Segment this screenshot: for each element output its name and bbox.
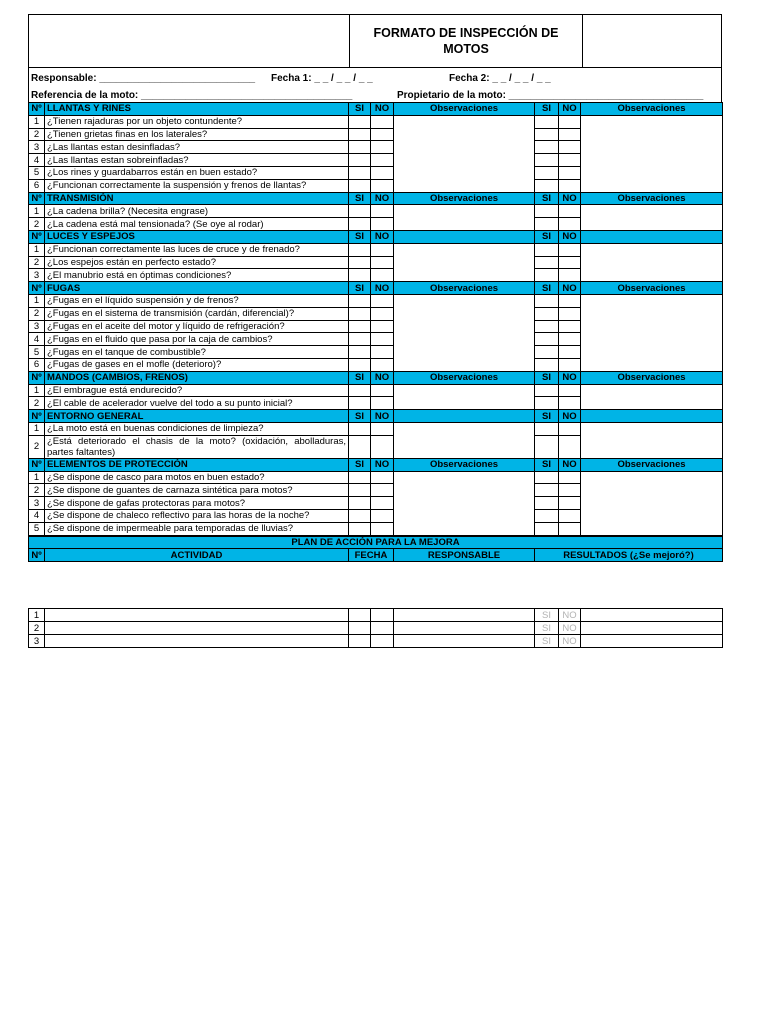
si-checkbox-2[interactable]: [535, 435, 559, 458]
question-number: 5: [29, 166, 45, 179]
section-header: [29, 458, 723, 471]
question-number: 2: [29, 307, 45, 320]
plan-responsible-cell[interactable]: [394, 622, 535, 635]
question-number: 2: [29, 218, 45, 231]
plan-results-header: RESULTADOS (¿Se mejoró?): [535, 549, 723, 562]
no-header: NO: [371, 410, 394, 423]
no-checkbox[interactable]: [371, 218, 394, 231]
si-header: SI: [349, 103, 371, 116]
si-checkbox-2[interactable]: [535, 205, 559, 218]
question-number: 5: [29, 346, 45, 359]
question-text: ¿Funcionan correctamente las luces de cruce y de frenado?: [45, 243, 349, 256]
no-checkbox-2[interactable]: [559, 471, 581, 484]
no-checkbox[interactable]: [371, 154, 394, 167]
si-checkbox[interactable]: [349, 166, 371, 179]
observations-cell[interactable]: [394, 294, 535, 371]
no-checkbox-2[interactable]: [559, 346, 581, 359]
propietario-field[interactable]: Propietario de la moto: ___________________________________: [397, 90, 704, 101]
no-checkbox-2[interactable]: [559, 166, 581, 179]
question-number: 5: [29, 522, 45, 535]
plan-date-cell-a[interactable]: [349, 622, 371, 635]
question-number: 2: [29, 128, 45, 141]
question-text: ¿Se dispone de chaleco reflectivo para las horas de la noche?: [45, 509, 349, 522]
plan-result-notes[interactable]: [581, 635, 723, 648]
si-checkbox-2[interactable]: [535, 128, 559, 141]
section-num-label: Nº: [29, 230, 45, 243]
si-checkbox[interactable]: [349, 384, 371, 397]
si-checkbox[interactable]: [349, 358, 371, 371]
question-text: ¿Fugas en el tanque de combustible?: [45, 346, 349, 359]
no-checkbox[interactable]: [371, 497, 394, 510]
si-checkbox-2[interactable]: [535, 358, 559, 371]
no-checkbox[interactable]: [371, 128, 394, 141]
question-text: ¿Fugas en el fluido que pasa por la caja de cambios?: [45, 333, 349, 346]
no-checkbox-2[interactable]: [559, 115, 581, 128]
plan-activity-cell[interactable]: [45, 635, 349, 648]
no-checkbox-2[interactable]: [559, 128, 581, 141]
no-checkbox-2[interactable]: [559, 307, 581, 320]
si-checkbox-2[interactable]: [535, 522, 559, 535]
question-text: ¿La cadena brilla? (Necesita engrase): [45, 205, 349, 218]
observations-header-2: Observaciones: [581, 192, 723, 205]
si-checkbox[interactable]: [349, 154, 371, 167]
no-checkbox-2[interactable]: [559, 497, 581, 510]
observations-header-2: [581, 410, 723, 423]
no-checkbox[interactable]: [371, 471, 394, 484]
no-checkbox-2[interactable]: [559, 522, 581, 535]
inspection-sheet: [28, 14, 722, 648]
no-checkbox-2[interactable]: [559, 358, 581, 371]
si-checkbox-2[interactable]: [535, 243, 559, 256]
plan-result-si[interactable]: SI: [535, 609, 559, 622]
section-title: LUCES Y ESPEJOS: [45, 230, 349, 243]
section-title: FUGAS: [45, 282, 349, 295]
no-checkbox[interactable]: [371, 397, 394, 410]
question-text: ¿Se dispone de guantes de carnaza sintética para motos?: [45, 484, 349, 497]
question-row: [29, 471, 723, 484]
observations-cell-2[interactable]: [581, 422, 723, 458]
si-checkbox[interactable]: [349, 128, 371, 141]
no-header: NO: [371, 371, 394, 384]
si-checkbox-2[interactable]: [535, 307, 559, 320]
section-title: TRANSMISIÓN: [45, 192, 349, 205]
si-checkbox-2[interactable]: [535, 471, 559, 484]
plan-result-notes[interactable]: [581, 622, 723, 635]
question-text: ¿Tienen rajaduras por un objeto contundente?: [45, 115, 349, 128]
form-title: FORMATO DE INSPECCIÓN DE MOTOS: [350, 15, 583, 67]
no-header-2: NO: [559, 371, 581, 384]
no-checkbox[interactable]: [371, 320, 394, 333]
question-text: ¿Las llantas estan desinfladas?: [45, 141, 349, 154]
si-checkbox-2[interactable]: [535, 509, 559, 522]
observations-header-2: [581, 230, 723, 243]
plan-row-number: 2: [29, 622, 45, 635]
code-cell: [583, 15, 721, 67]
observations-header-2: Observaciones: [581, 103, 723, 116]
question-text: ¿Se dispone de casco para motos en buen estado?: [45, 471, 349, 484]
section-header: [29, 282, 723, 295]
no-header: NO: [371, 282, 394, 295]
question-text: ¿Los espejos están en perfecto estado?: [45, 256, 349, 269]
plan-result-no[interactable]: NO: [559, 635, 581, 648]
plan-result-no[interactable]: NO: [559, 609, 581, 622]
question-text: ¿Fugas en el aceite del motor y líquido de refrigeración?: [45, 320, 349, 333]
si-checkbox-2[interactable]: [535, 294, 559, 307]
si-checkbox-2[interactable]: [535, 497, 559, 510]
si-checkbox[interactable]: [349, 141, 371, 154]
observations-header-2: Observaciones: [581, 282, 723, 295]
si-checkbox-2[interactable]: [535, 269, 559, 282]
si-checkbox[interactable]: [349, 179, 371, 192]
no-header-2: NO: [559, 458, 581, 471]
no-checkbox-2[interactable]: [559, 269, 581, 282]
question-number: 2: [29, 435, 45, 458]
si-header-2: SI: [535, 371, 559, 384]
plan-row: [29, 622, 723, 635]
si-header-2: SI: [535, 192, 559, 205]
si-checkbox[interactable]: [349, 243, 371, 256]
section-num-label: Nº: [29, 410, 45, 423]
plan-num-header: Nº: [29, 549, 45, 562]
question-text: ¿Se dispone de impermeable para temporadas de lluvias?: [45, 522, 349, 535]
no-checkbox[interactable]: [371, 522, 394, 535]
action-plan-rows: [28, 608, 723, 648]
question-text: ¿Se dispone de gafas protectoras para motos?: [45, 497, 349, 510]
si-checkbox[interactable]: [349, 522, 371, 535]
si-checkbox[interactable]: [349, 484, 371, 497]
question-number: 6: [29, 179, 45, 192]
si-checkbox-2[interactable]: [535, 422, 559, 435]
si-header-2: SI: [535, 103, 559, 116]
observations-cell[interactable]: [394, 243, 535, 281]
question-text: ¿Está deteriorado el chasis de la moto? (oxidación, abolladuras, partes faltantes): [45, 435, 349, 458]
plan-row: [29, 635, 723, 648]
no-checkbox[interactable]: [371, 294, 394, 307]
si-checkbox[interactable]: [349, 346, 371, 359]
fecha2-field[interactable]: Fecha 2: _ _ / _ _ / _ _: [449, 73, 551, 84]
no-checkbox[interactable]: [371, 115, 394, 128]
si-checkbox-2[interactable]: [535, 397, 559, 410]
question-number: 1: [29, 294, 45, 307]
si-checkbox-2[interactable]: [535, 484, 559, 497]
plan-responsible-header: RESPONSABLE: [394, 549, 535, 562]
si-checkbox[interactable]: [349, 320, 371, 333]
form-header: [28, 14, 722, 68]
no-checkbox-2[interactable]: [559, 422, 581, 435]
question-row: [29, 243, 723, 256]
observations-cell-2[interactable]: [581, 294, 723, 371]
no-checkbox[interactable]: [371, 256, 394, 269]
no-checkbox-2[interactable]: [559, 509, 581, 522]
no-checkbox-2[interactable]: [559, 320, 581, 333]
no-checkbox-2[interactable]: [559, 141, 581, 154]
fecha1-field[interactable]: Fecha 1: _ _ / _ _ / _ _: [271, 73, 373, 84]
si-checkbox[interactable]: [349, 205, 371, 218]
si-checkbox-2[interactable]: [535, 141, 559, 154]
no-checkbox[interactable]: [371, 243, 394, 256]
si-checkbox-2[interactable]: [535, 115, 559, 128]
si-checkbox[interactable]: [349, 115, 371, 128]
no-checkbox[interactable]: [371, 435, 394, 458]
question-text: ¿Fugas en el líquido suspensión y de frenos?: [45, 294, 349, 307]
plan-result-no[interactable]: NO: [559, 622, 581, 635]
plan-result-si[interactable]: SI: [535, 622, 559, 635]
observations-cell[interactable]: [394, 384, 535, 410]
question-text: ¿La cadena está mal tensionada? (Se oye al rodar): [45, 218, 349, 231]
question-number: 3: [29, 497, 45, 510]
section-header: [29, 230, 723, 243]
observations-header: [394, 230, 535, 243]
plan-row-number: 1: [29, 609, 45, 622]
question-number: 4: [29, 333, 45, 346]
plan-responsible-cell[interactable]: [394, 635, 535, 648]
si-header: SI: [349, 410, 371, 423]
plan-result-notes[interactable]: [581, 609, 723, 622]
question-text: ¿El manubrio está en óptimas condiciones?: [45, 269, 349, 282]
observations-header: Observaciones: [394, 103, 535, 116]
observations-cell[interactable]: [394, 115, 535, 192]
si-checkbox[interactable]: [349, 256, 371, 269]
section-header: [29, 410, 723, 423]
plan-date-cell-b[interactable]: [371, 609, 394, 622]
no-header-2: NO: [559, 103, 581, 116]
no-checkbox-2[interactable]: [559, 218, 581, 231]
no-checkbox-2[interactable]: [559, 435, 581, 458]
question-number: 1: [29, 471, 45, 484]
question-text: ¿El cable de acelerador vuelve del todo a su punto inicial?: [45, 397, 349, 410]
si-checkbox-2[interactable]: [535, 179, 559, 192]
si-checkbox[interactable]: [349, 333, 371, 346]
observations-cell[interactable]: [394, 205, 535, 231]
question-text: ¿La moto está en buenas condiciones de limpieza?: [45, 422, 349, 435]
observations-header-2: Observaciones: [581, 458, 723, 471]
no-checkbox[interactable]: [371, 333, 394, 346]
no-checkbox[interactable]: [371, 166, 394, 179]
no-checkbox-2[interactable]: [559, 205, 581, 218]
si-header: SI: [349, 230, 371, 243]
no-checkbox[interactable]: [371, 358, 394, 371]
no-checkbox-2[interactable]: [559, 397, 581, 410]
no-checkbox[interactable]: [371, 422, 394, 435]
question-number: 3: [29, 320, 45, 333]
referencia-field[interactable]: Referencia de la moto: ______________________________________: [31, 90, 353, 101]
si-checkbox[interactable]: [349, 269, 371, 282]
section-header: [29, 371, 723, 384]
question-text: ¿Los rines y guardabarros están en buen estado?: [45, 166, 349, 179]
plan-date-cell-b[interactable]: [371, 635, 394, 648]
plan-activity-cell[interactable]: [45, 609, 349, 622]
si-header-2: SI: [535, 410, 559, 423]
plan-activity-header: ACTIVIDAD: [45, 549, 349, 562]
observations-cell-2[interactable]: [581, 471, 723, 535]
action-plan-header: [28, 536, 723, 563]
question-row: [29, 422, 723, 435]
no-checkbox-2[interactable]: [559, 333, 581, 346]
si-checkbox-2[interactable]: [535, 346, 559, 359]
plan-date-cell-b[interactable]: [371, 622, 394, 635]
no-header-2: NO: [559, 192, 581, 205]
no-checkbox-2[interactable]: [559, 243, 581, 256]
no-header-2: NO: [559, 282, 581, 295]
question-text: ¿Tienen grietas finas en los laterales?: [45, 128, 349, 141]
si-header: SI: [349, 371, 371, 384]
no-checkbox-2[interactable]: [559, 179, 581, 192]
question-number: 2: [29, 484, 45, 497]
no-header-2: NO: [559, 230, 581, 243]
si-checkbox[interactable]: [349, 218, 371, 231]
section-header: [29, 192, 723, 205]
observations-cell-2[interactable]: [581, 384, 723, 410]
no-checkbox-2[interactable]: [559, 256, 581, 269]
si-checkbox[interactable]: [349, 471, 371, 484]
plan-title: PLAN DE ACCIÓN PARA LA MEJORA: [29, 536, 723, 549]
plan-date-cell-a[interactable]: [349, 635, 371, 648]
plan-date-header: FECHA: [349, 549, 394, 562]
observations-cell-2[interactable]: [581, 243, 723, 281]
no-checkbox-2[interactable]: [559, 294, 581, 307]
question-number: 1: [29, 384, 45, 397]
no-checkbox-2[interactable]: [559, 484, 581, 497]
section-title: ELEMENTOS DE PROTECCIÓN: [45, 458, 349, 471]
si-checkbox-2[interactable]: [535, 333, 559, 346]
question-number: 4: [29, 509, 45, 522]
no-checkbox[interactable]: [371, 179, 394, 192]
no-checkbox[interactable]: [371, 141, 394, 154]
logo-cell: [29, 15, 350, 67]
no-checkbox[interactable]: [371, 307, 394, 320]
question-number: 4: [29, 154, 45, 167]
question-number: 6: [29, 358, 45, 371]
no-checkbox[interactable]: [371, 269, 394, 282]
no-checkbox-2[interactable]: [559, 384, 581, 397]
section-num-label: Nº: [29, 458, 45, 471]
observations-header: Observaciones: [394, 458, 535, 471]
si-checkbox[interactable]: [349, 497, 371, 510]
question-text: ¿Fugas de gases en el mofle (deterioro)?: [45, 358, 349, 371]
section-num-label: Nº: [29, 282, 45, 295]
question-number: 1: [29, 422, 45, 435]
no-header: NO: [371, 192, 394, 205]
section-title: LLANTAS Y RINES: [45, 103, 349, 116]
si-header: SI: [349, 192, 371, 205]
observations-header: Observaciones: [394, 371, 535, 384]
question-number: 1: [29, 243, 45, 256]
si-checkbox-2[interactable]: [535, 218, 559, 231]
si-header: SI: [349, 282, 371, 295]
section-header: [29, 103, 723, 116]
no-header: NO: [371, 103, 394, 116]
plan-row: [29, 609, 723, 622]
plan-row-number: 3: [29, 635, 45, 648]
no-header: NO: [371, 230, 394, 243]
section-num-label: Nº: [29, 103, 45, 116]
si-checkbox-2[interactable]: [535, 320, 559, 333]
si-checkbox[interactable]: [349, 397, 371, 410]
form-meta: [28, 68, 722, 102]
si-header-2: SI: [535, 282, 559, 295]
plan-responsible-cell[interactable]: [394, 609, 535, 622]
question-text: ¿El embrague está endurecido?: [45, 384, 349, 397]
question-number: 3: [29, 269, 45, 282]
question-number: 2: [29, 397, 45, 410]
si-header-2: SI: [535, 458, 559, 471]
observations-cell-2[interactable]: [581, 115, 723, 192]
si-checkbox[interactable]: [349, 509, 371, 522]
si-checkbox-2[interactable]: [535, 256, 559, 269]
no-checkbox[interactable]: [371, 346, 394, 359]
si-checkbox[interactable]: [349, 294, 371, 307]
observations-header-2: Observaciones: [581, 371, 723, 384]
question-text: ¿Fugas en el sistema de transmisión (cardán, diferencial)?: [45, 307, 349, 320]
question-text: ¿Funcionan correctamente la suspensión y frenos de llantas?: [45, 179, 349, 192]
question-text: ¿Las llantas estan sobreinfladas?: [45, 154, 349, 167]
plan-result-si[interactable]: SI: [535, 635, 559, 648]
si-checkbox[interactable]: [349, 435, 371, 458]
question-number: 1: [29, 205, 45, 218]
si-checkbox[interactable]: [349, 422, 371, 435]
si-checkbox-2[interactable]: [535, 154, 559, 167]
section-num-label: Nº: [29, 371, 45, 384]
observations-cell[interactable]: [394, 422, 535, 458]
no-header: NO: [371, 458, 394, 471]
observations-header: Observaciones: [394, 192, 535, 205]
observations-cell[interactable]: [394, 471, 535, 535]
si-checkbox-2[interactable]: [535, 166, 559, 179]
observations-cell-2[interactable]: [581, 205, 723, 231]
question-row: [29, 294, 723, 307]
no-checkbox-2[interactable]: [559, 154, 581, 167]
si-checkbox-2[interactable]: [535, 384, 559, 397]
question-number: 2: [29, 256, 45, 269]
no-checkbox[interactable]: [371, 384, 394, 397]
no-checkbox[interactable]: [371, 205, 394, 218]
question-row: [29, 205, 723, 218]
no-header-2: NO: [559, 410, 581, 423]
responsable-field[interactable]: Responsable: ____________________________: [31, 73, 256, 84]
question-row: [29, 384, 723, 397]
question-row: [29, 115, 723, 128]
plan-activity-cell[interactable]: [45, 622, 349, 635]
si-checkbox[interactable]: [349, 307, 371, 320]
inspection-table: [28, 102, 723, 536]
observations-header: Observaciones: [394, 282, 535, 295]
no-checkbox[interactable]: [371, 509, 394, 522]
no-checkbox[interactable]: [371, 484, 394, 497]
section-title: MANDOS (CAMBIOS, FRENOS): [45, 371, 349, 384]
section-title: ENTORNO GENERAL: [45, 410, 349, 423]
question-number: 3: [29, 141, 45, 154]
plan-date-cell-a[interactable]: [349, 609, 371, 622]
observations-header: [394, 410, 535, 423]
si-header: SI: [349, 458, 371, 471]
section-num-label: Nº: [29, 192, 45, 205]
si-header-2: SI: [535, 230, 559, 243]
question-number: 1: [29, 115, 45, 128]
